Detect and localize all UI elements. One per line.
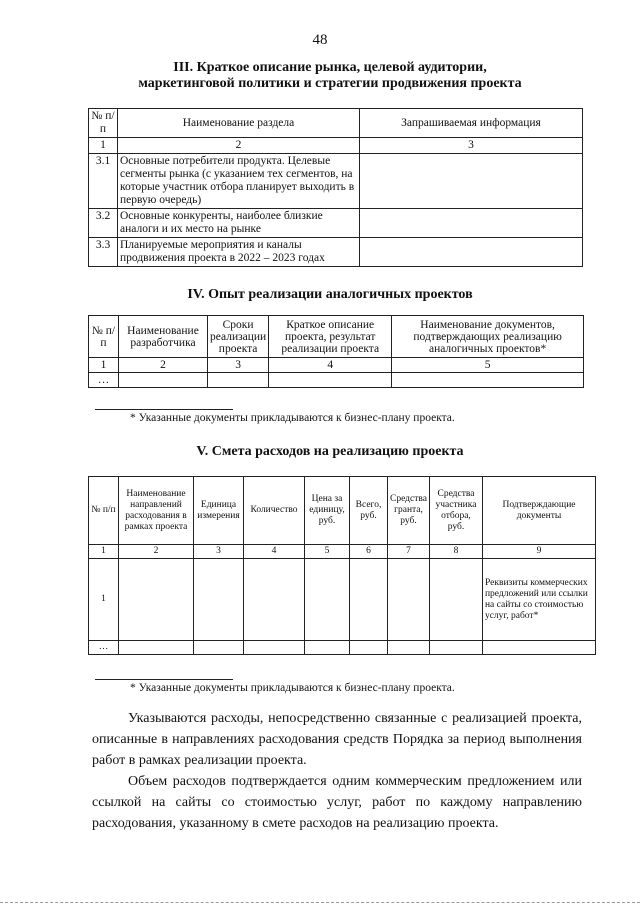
numbering-row: [89, 138, 583, 154]
paragraph-1: Указываются расходы, непосредственно связанные с реализацией проекта, описанные в направлениях расходования средств Порядка за период выполнения работ в рамках реализации проекта.: [92, 711, 582, 768]
numbering-cell: 2: [118, 138, 360, 154]
numbering-cell: 1: [89, 138, 118, 154]
header-cell: № п/п: [89, 316, 119, 358]
row-name: Основные конкуренты, наиболее близкие аналоги и их место на рынке: [118, 209, 360, 238]
header-cell: Подтверждающие документы: [482, 477, 595, 545]
numbering-cell: 6: [350, 545, 388, 559]
numbering-cell: 2: [119, 358, 208, 373]
confirming-documents-cell: Реквизиты коммерческих предложений или ссылки на сайты со стоимостью услуг, работ*: [482, 559, 595, 641]
empty-cell: [119, 641, 194, 655]
numbering-cell: 3: [208, 358, 269, 373]
empty-cell: [244, 641, 305, 655]
header-cell: № п/п: [89, 477, 119, 545]
header-cell: Краткое описание проекта, результат реализации проекта: [269, 316, 392, 358]
numbering-cell: 1: [89, 545, 119, 559]
empty-cell: [482, 641, 595, 655]
empty-cell: [194, 559, 244, 641]
section4-title: IV. Опыт реализации аналогичных проектов: [187, 287, 473, 302]
row-name: Основные потребители продукта. Целевые сегменты рынка (с указанием тех сегментов, на которые участник отбора планирует выходить в первую очередь): [118, 154, 360, 209]
table-row: [89, 559, 596, 641]
section3-table: [88, 108, 583, 267]
ellipsis-cell: …: [89, 641, 119, 655]
empty-cell: [119, 373, 208, 388]
ellipsis-cell: …: [89, 373, 119, 388]
row-info: [360, 154, 583, 209]
empty-cell: [350, 559, 388, 641]
footnote-divider: [95, 679, 233, 680]
section4-footnote: * Указанные документы прикладываются к бизнес-плану проекта.: [130, 412, 455, 424]
section3-title-line2: маркетинговой политики и стратегии продвижения проекта: [138, 76, 522, 91]
table-header-row: [89, 477, 596, 545]
header-cell: Наименование направлений расходования в рамках проекта: [119, 477, 194, 545]
section5-table: [88, 476, 596, 655]
empty-cell: [388, 641, 430, 655]
empty-cell: [350, 641, 388, 655]
header-cell: Всего, руб.: [350, 477, 388, 545]
empty-cell: [269, 373, 392, 388]
empty-cell: [305, 641, 350, 655]
header-cell: Наименование документов, подтверждающих реализацию аналогичных проектов*: [392, 316, 584, 358]
header-cell: Наименование разработчика: [119, 316, 208, 358]
empty-cell: [429, 559, 482, 641]
table-row: [89, 209, 583, 238]
table-header-row: [89, 316, 584, 358]
row-number: 1: [89, 559, 119, 641]
section3-title-line1: III. Краткое описание рынка, целевой аудитории,: [173, 60, 487, 75]
section3-title: [60, 60, 600, 92]
page-number: 48: [312, 32, 328, 48]
header-cell: Наименование раздела: [118, 109, 360, 138]
table-row: [89, 238, 583, 267]
numbering-cell: 7: [388, 545, 430, 559]
section4-table: [88, 315, 584, 388]
empty-cell: [194, 641, 244, 655]
numbering-cell: 5: [392, 358, 584, 373]
empty-cell: [388, 559, 430, 641]
numbering-row: [89, 545, 596, 559]
numbering-cell: 1: [89, 358, 119, 373]
header-cell: № п/п: [89, 109, 118, 138]
numbering-cell: 2: [119, 545, 194, 559]
numbering-row: [89, 358, 584, 373]
header-cell: Средства гранта, руб.: [388, 477, 430, 545]
footnote-divider: [95, 409, 233, 410]
header-cell: Запрашиваемая информация: [360, 109, 583, 138]
empty-cell: [208, 373, 269, 388]
header-cell: Средства участника отбора, руб.: [429, 477, 482, 545]
row-name: Планируемые мероприятия и каналы продвижения проекта в 2022 – 2023 годах: [118, 238, 360, 267]
page-bottom-edge: [0, 902, 640, 903]
table-header-row: [89, 109, 583, 138]
numbering-cell: 8: [429, 545, 482, 559]
section5-footnote: * Указанные документы прикладываются к бизнес-плану проекта.: [130, 682, 455, 694]
empty-cell: [244, 559, 305, 641]
header-cell: Единица измерения: [194, 477, 244, 545]
numbering-cell: 3: [194, 545, 244, 559]
empty-cell: [429, 641, 482, 655]
empty-cell: [392, 373, 584, 388]
table-row: [89, 641, 596, 655]
header-cell: Сроки реализации проекта: [208, 316, 269, 358]
paragraph-2: Объем расходов подтверждается одним коммерческим предложением или ссылкой на сайты со стоимостью услуг, работ по каждому направлению расходования, указанному в смете расходов на реализацию проекта.: [92, 774, 582, 831]
empty-cell: [305, 559, 350, 641]
header-cell: Количество: [244, 477, 305, 545]
numbering-cell: 3: [360, 138, 583, 154]
table-row: [89, 154, 583, 209]
empty-cell: [119, 559, 194, 641]
numbering-cell: 5: [305, 545, 350, 559]
numbering-cell: 4: [269, 358, 392, 373]
row-number: 3.1: [89, 154, 118, 209]
row-number: 3.2: [89, 209, 118, 238]
header-cell: Цена за единицу, руб.: [305, 477, 350, 545]
row-info: [360, 209, 583, 238]
table-row: [89, 373, 584, 388]
numbering-cell: 4: [244, 545, 305, 559]
section5-title: V. Смета расходов на реализацию проекта: [196, 444, 464, 459]
numbering-cell: 9: [482, 545, 595, 559]
row-number: 3.3: [89, 238, 118, 267]
row-info: [360, 238, 583, 267]
